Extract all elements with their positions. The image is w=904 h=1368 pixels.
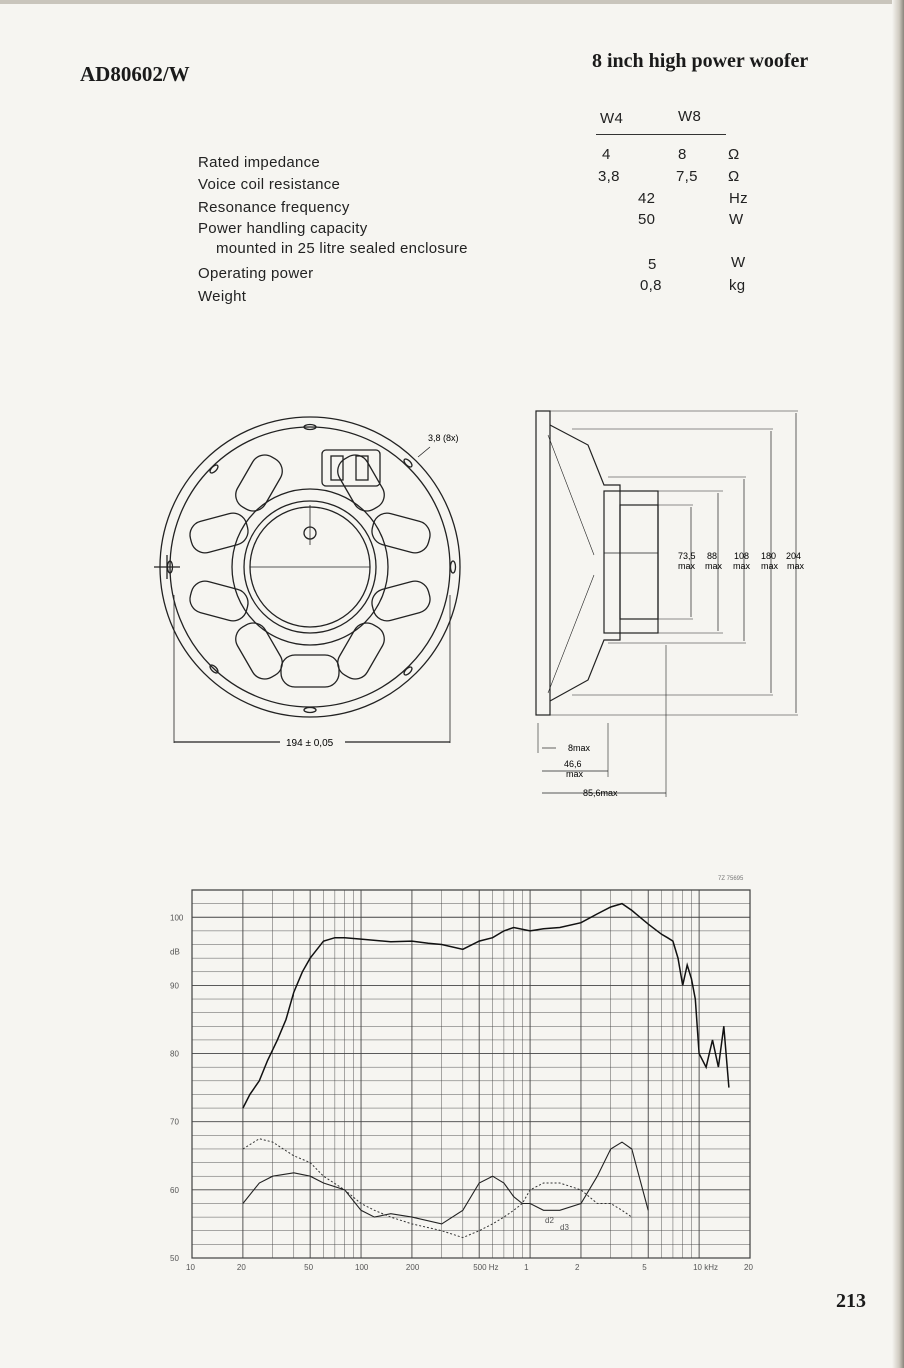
spec-value-operating-power: 5 [648, 256, 657, 273]
y-tick-label: dB [170, 947, 180, 957]
dim-label-204: 204 [786, 551, 802, 561]
depth-label-85: 85,6max [583, 788, 618, 798]
frequency-response-chart [160, 870, 770, 1280]
dim-max-204: max [787, 561, 805, 571]
depth-label-8: 8max [568, 743, 591, 753]
spec-label-enclosure-note: mounted in 25 litre sealed enclosure [216, 240, 468, 257]
dim-label-180: 180 [761, 551, 777, 561]
spec-unit-resistance: Ω [728, 168, 740, 185]
chart-curves [243, 904, 729, 1238]
front-view-drawing [150, 405, 480, 765]
dim-label-88: 88 [707, 551, 718, 561]
x-tick-label: 100 [355, 1263, 369, 1272]
spec-value-impedance-w8: 8 [678, 146, 687, 163]
column-header-rule [596, 134, 726, 135]
spec-unit-operating-power: W [731, 254, 746, 271]
dim-max-108: max [733, 561, 751, 571]
spec-label-weight: Weight [198, 288, 247, 305]
product-title: 8 inch high power woofer [592, 50, 809, 72]
series-label-d3: d3 [560, 1223, 569, 1232]
magnet-assembly [604, 491, 658, 633]
spec-unit-impedance: Ω [728, 146, 740, 163]
depth-label-46-max: max [566, 769, 584, 779]
y-tick-label: 70 [170, 1117, 179, 1127]
spec-label-voice-coil-resistance: Voice coil resistance [198, 176, 341, 193]
spec-unit-power-handling: W [729, 211, 744, 228]
diameter-label: 194 ± 0,05 [286, 738, 334, 749]
y-tick-label: 50 [170, 1254, 179, 1263]
spec-label-power-handling: Power handling capacity [198, 220, 368, 237]
spec-label-operating-power: Operating power [198, 265, 314, 282]
spec-value-resistance-w8: 7,5 [676, 168, 698, 185]
hole-note: 3,8 (8x) [428, 433, 459, 443]
spec-value-weight: 0,8 [640, 277, 662, 294]
chart-code: 7Z 75695 [718, 876, 744, 882]
column-header-w4: W4 [600, 110, 624, 127]
model-number: AD80602/W [80, 62, 190, 86]
spec-value-power-handling: 50 [638, 211, 656, 228]
depth-label-46: 46,6 [564, 759, 582, 769]
x-tick-label: 5 [642, 1263, 647, 1272]
x-tick-label: 2 [574, 1263, 580, 1272]
scan-binding-shadow [892, 0, 904, 1368]
column-header-w8: W8 [678, 108, 702, 125]
x-tick-label: 20 [236, 1263, 246, 1272]
frame-windows [187, 450, 433, 687]
y-axis-ticks [170, 913, 184, 1263]
dim-max-180: max [761, 561, 779, 571]
x-axis-ticks [186, 1263, 753, 1272]
x-tick-label: 200 [405, 1263, 420, 1272]
y-tick-label: 60 [170, 1185, 179, 1195]
spec-value-impedance-w4: 4 [602, 146, 611, 163]
y-tick-label: 80 [170, 1049, 179, 1059]
spec-unit-weight: kg [729, 277, 746, 294]
spec-label-rated-impedance: Rated impedance [198, 154, 321, 171]
dim-label-73: 73,5 [678, 551, 696, 561]
page-number: 213 [836, 1290, 866, 1312]
dim-max-88: max [705, 561, 723, 571]
series-line-spl [243, 904, 729, 1109]
spec-value-resonance: 42 [638, 190, 656, 207]
x-tick-label: 1 [524, 1263, 529, 1272]
mounting-flange [536, 411, 550, 715]
spec-label-resonance-frequency: Resonance frequency [198, 199, 350, 216]
y-tick-label: 90 [170, 981, 179, 991]
dim-label-108: 108 [734, 551, 750, 561]
spec-value-resistance-w4: 3,8 [598, 168, 620, 185]
x-tick-label: 20 [744, 1263, 753, 1272]
x-tick-label: 50 [304, 1263, 314, 1272]
x-tick-label: 10 kHz [693, 1263, 719, 1272]
series-label-d2: d2 [545, 1216, 554, 1225]
x-tick-label: 10 [186, 1263, 195, 1272]
spec-unit-resonance: Hz [729, 190, 748, 207]
y-tick-label: 100 [170, 913, 184, 923]
scan-top-edge [0, 0, 904, 4]
basket-outline [550, 425, 620, 701]
series-line-d2 [243, 1142, 648, 1224]
side-view-drawing [528, 405, 820, 800]
x-tick-label: 500 Hz [473, 1263, 499, 1272]
dim-max-73: max [678, 561, 696, 571]
